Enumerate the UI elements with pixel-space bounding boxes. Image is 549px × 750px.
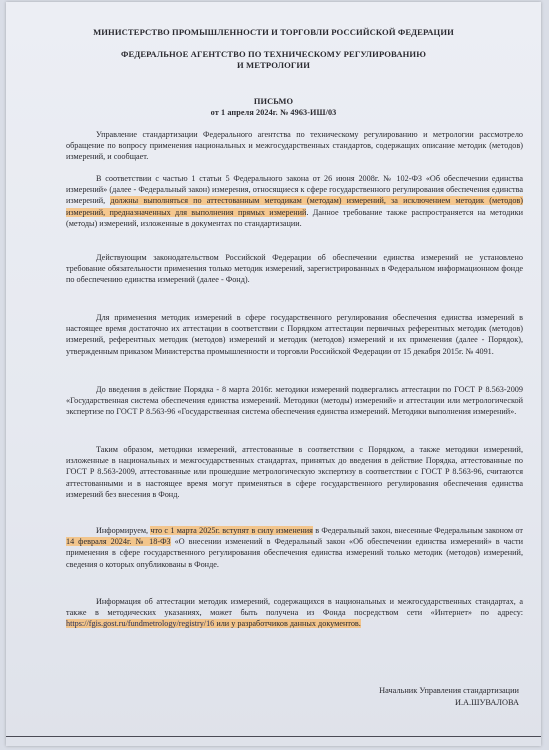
paragraph-5: До введения в действие Порядка - 8 марта 2016г. методики измерений подвергались аттестации по ГОСТ Р 8.563-2009 «Государственная система обеспечения единства измерений. Методики (методы) измерений» и аттестации или метрологической экспертизе по ГОСТ Р 8.563-96 «Государственная система обеспечения единства измерений. Методики выполнения измерений». — [66, 385, 523, 417]
highlight-law-number: 14 февраля 2024г. № 18-ФЗ — [66, 537, 171, 547]
paragraph-8 — [66, 596, 523, 630]
paragraph-7-start: Информируем, — [96, 526, 151, 535]
highlight-developers: или у разработчиков данных документов. — [214, 619, 361, 629]
signature-block — [379, 685, 519, 708]
page-bottom-divider — [6, 736, 541, 737]
letter-date-number: от 1 апреля 2024г. № 4963-ИШ/03 — [210, 108, 337, 117]
signatory-name: И.А.ШУВАЛОВА — [454, 697, 519, 707]
paragraph-7 — [66, 525, 523, 570]
paragraph-6: Таким образом, методики измерений, аттестованные в соответствии с Порядком, а также методики измерений, изложенные в национальных и межгосударственных стандартах, принятых до введения в действие Порядка, аттестованные по ГОСТ Р 8.563-2009, аттестованные или прошедшие метрологическую экспертизу в соответствии с ГОСТ Р 8.563-96, считаются аттестованными и в настоящее время могут применяться в сфере государственного регулирования обеспечения единства измерений без внесения в Фонд. — [66, 445, 523, 499]
letter-title: ПИСЬМО — [253, 97, 294, 106]
agency-header-line2: И МЕТРОЛОГИИ — [237, 60, 310, 70]
paragraph-4: Для применения методик измерений в сфере государственного регулирования обеспечения единства измерений в настоящее время достаточно их аттестации в соответствии с Порядком аттестации первичных референтных методик (методов) измерений, референтных методик (методов) измерений и методик (методов) измерений и их применения (далее - Порядок), утвержденным приказом Министерства промышленности и торговли Российской Федерации от 15 декабря 2015г. № 4091. — [66, 313, 523, 356]
paragraph-7-end: «О внесении изменений в Федеральный закон «Об обеспечении единства измерений» в части применения в сфере государственного регулирования обеспечения единства измерений только методик (методов) измерений, сведения о которых опубликованы в Фонде. — [66, 537, 523, 569]
paragraph-7-mid: в Федеральный закон, внесенные Федеральным законом от — [312, 526, 523, 535]
agency-header-line1: ФЕДЕРАЛЬНОЕ АГЕНТСТВО ПО ТЕХНИЧЕСКОМУ РЕГУЛИРОВАНИЮ — [121, 49, 426, 59]
paragraph-8-start: Информация об аттестации методик измерений, содержащихся в национальных и межгосударственных стандартах, а также в методических указаниях, может быть получена из Фонда посредством сети «Интернет» по адресу: — [66, 597, 523, 618]
paragraph-3: Действующим законодательством Российской Федерации об обеспечении единства измерений не установлено требование обязательности применения только методик измерений, зарегистрированных в Федеральном информационном фонде по обеспечению единства измерений (далее - Фонд). — [66, 253, 523, 285]
paragraph-1: Управление стандартизации Федерального агентства по техническому регулированию и метрологии рассмотрело обращение по вопросу применения национальных и межгосударственных стандартов, содержащих описание методик (методов) измерений, и сообщает. — [66, 130, 523, 162]
signatory-position: Начальник Управления стандартизации — [379, 686, 519, 695]
letter-page — [6, 2, 541, 746]
registry-link[interactable]: https://fgis.gost.ru/fundmetrology/registry/16 — [66, 619, 215, 629]
ministry-header: МИНИСТЕРСТВО ПРОМЫШЛЕННОСТИ И ТОРГОВЛИ РОССИЙСКОЙ ФЕДЕРАЦИИ — [93, 27, 454, 37]
highlight-effective-date: что с 1 марта 2025г. вступят в силу изменения — [150, 526, 313, 535]
paragraph-2 — [66, 173, 523, 229]
highlight-requirement: должны выполняться по аттестованным методикам (методам) измерений, за исключением методик (методов) измерений, предназначенных для выполнения прямых измерений — [66, 196, 524, 217]
paragraph-2-end: . Данное требование также распространяется на методики (методы) измерений, изложенные в документах по стандартизации. — [66, 207, 523, 228]
paragraph-2-start: В соответствии с частью 1 статьи 5 Федерального закона от 26 июня 2008г. № 102-ФЗ «Об обеспечении единства измерений» (далее - Федеральный закон) измерения, относящиеся к сфере государственного регулирования обеспечения единства измерений, — [66, 174, 523, 206]
